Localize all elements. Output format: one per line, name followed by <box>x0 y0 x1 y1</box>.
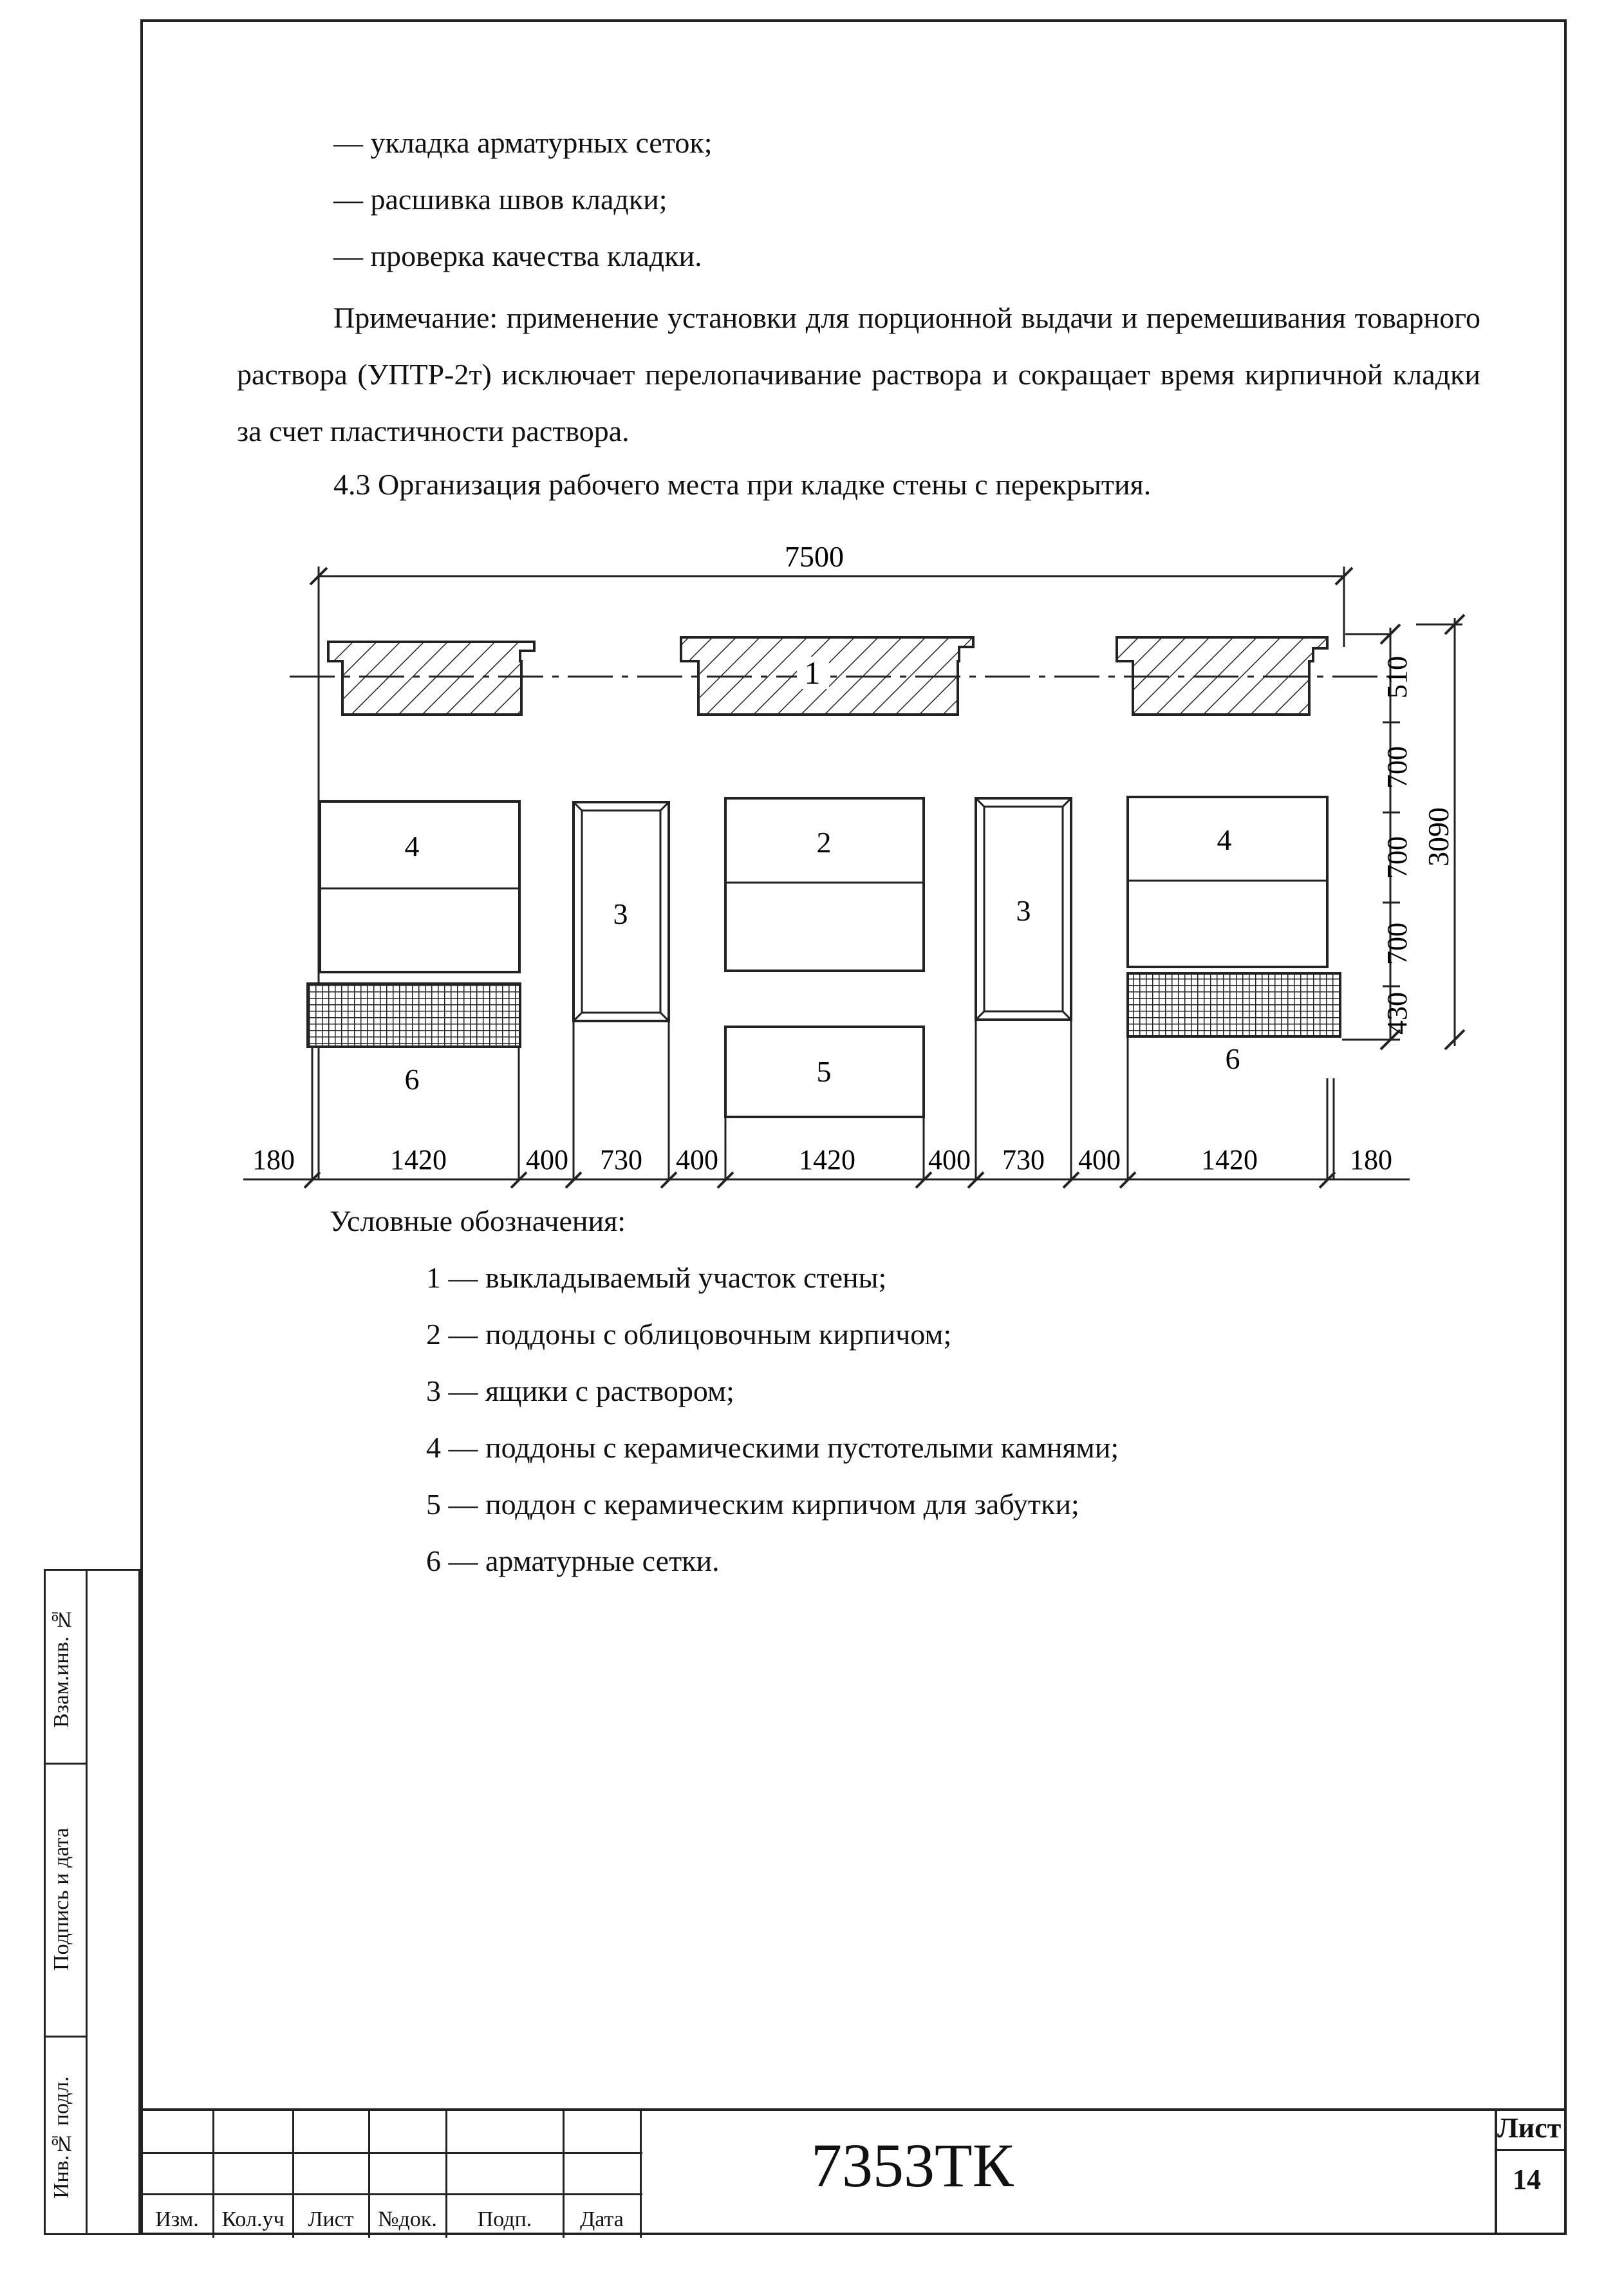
legend-title: Условные обозначения: <box>330 1204 626 1237</box>
tb-col-docnum: №док. <box>378 2207 437 2231</box>
mortar-box-right <box>976 798 1071 1020</box>
pallet-facing-brick <box>725 798 924 971</box>
wall-segment-right <box>1117 637 1327 715</box>
legend-item: 1 — выкладываемый участок стены; <box>426 1261 887 1294</box>
tb-col-change: Изм. <box>155 2207 199 2231</box>
bullet-item: — расшивка швов кладки; <box>333 183 667 216</box>
bullet-item: — укладка арматурных сеток; <box>333 126 713 159</box>
mesh-right <box>1128 973 1340 1075</box>
dim-label-3090: 3090 <box>1422 807 1455 867</box>
side-stamp-strip <box>44 1569 140 2235</box>
mesh-left <box>308 984 520 1096</box>
sheet-label: Лист <box>1497 2112 1562 2144</box>
side-label-replacement: Взам.инв. № <box>50 1607 73 1728</box>
pallet-stone-left <box>320 801 519 972</box>
label-6-left: 6 <box>404 1063 420 1096</box>
wall-segment-left <box>328 642 534 715</box>
legend-item: 2 — поддоны с облицовочным кирпичом; <box>426 1318 952 1351</box>
sheet-number: 14 <box>1513 2164 1541 2195</box>
dim-label-right-5: 430 <box>1381 992 1413 1035</box>
dim-label-bottom-4: 730 <box>600 1144 642 1176</box>
dim-label-bottom-3: 400 <box>526 1144 568 1176</box>
legend-item: 3 — ящики с раствором; <box>426 1374 734 1407</box>
side-label-inventory: Инв.№ подл. <box>50 2076 73 2198</box>
label-6-right: 6 <box>1225 1042 1240 1075</box>
dim-label-top: 7500 <box>785 540 844 573</box>
dimension-7500 <box>310 540 1352 650</box>
label-4-right: 4 <box>1217 823 1232 856</box>
legend-item: 6 — арматурные сетки. <box>426 1544 720 1577</box>
dim-label-right-3: 700 <box>1381 836 1413 879</box>
dim-label-bottom-1: 180 <box>252 1144 295 1176</box>
label-2: 2 <box>816 826 832 859</box>
dim-label-bottom-9: 400 <box>1078 1144 1121 1176</box>
dim-label-bottom-5: 400 <box>676 1144 718 1176</box>
dim-label-right-1: 510 <box>1381 656 1413 698</box>
tb-col-signature: Подп. <box>477 2207 532 2231</box>
dim-label-bottom-2: 1420 <box>390 1144 447 1176</box>
dim-label-bottom-11: 180 <box>1350 1144 1392 1176</box>
dim-label-bottom-6: 1420 <box>799 1144 855 1176</box>
legend-item: 4 — поддоны с керамическими пустотелыми камнями; <box>426 1431 1119 1464</box>
pallet-stone-right <box>1128 797 1327 967</box>
label-4-left: 4 <box>404 830 420 863</box>
dim-label-right-4: 700 <box>1381 923 1413 965</box>
legend-item: 5 — поддон с керамическим кирпичом для забутки; <box>426 1488 1079 1521</box>
side-label-signature-date: Подпись и дата <box>50 1828 73 1971</box>
document-code: 7353ТК <box>811 2131 1014 2200</box>
dim-label-bottom-7: 400 <box>928 1144 971 1176</box>
label-3-right: 3 <box>1016 894 1031 927</box>
section-heading: 4.3 Организация рабочего места при кладке стены с перекрытия. <box>333 468 1152 501</box>
tb-col-date: Дата <box>580 2207 624 2231</box>
label-1: 1 <box>804 655 821 691</box>
mortar-box-left <box>574 802 669 1021</box>
dim-label-bottom-10: 1420 <box>1201 1144 1258 1176</box>
label-5: 5 <box>816 1055 832 1088</box>
tb-col-sheet: Лист <box>308 2207 354 2231</box>
label-3-left: 3 <box>613 897 628 930</box>
tb-col-count: Кол.уч <box>221 2207 285 2231</box>
dim-label-bottom-8: 730 <box>1002 1144 1045 1176</box>
note-paragraph: Примечание: применение установки для порционной выдачи и перемешивания товарного раствора (УПТР-2т) исключает перелопачивание раствора и сокращает время кирпичной кладки за счет пластичности раствора. <box>237 301 1480 447</box>
dim-label-right-2: 700 <box>1381 746 1413 789</box>
bullet-item: — проверка качества кладки. <box>333 239 702 272</box>
